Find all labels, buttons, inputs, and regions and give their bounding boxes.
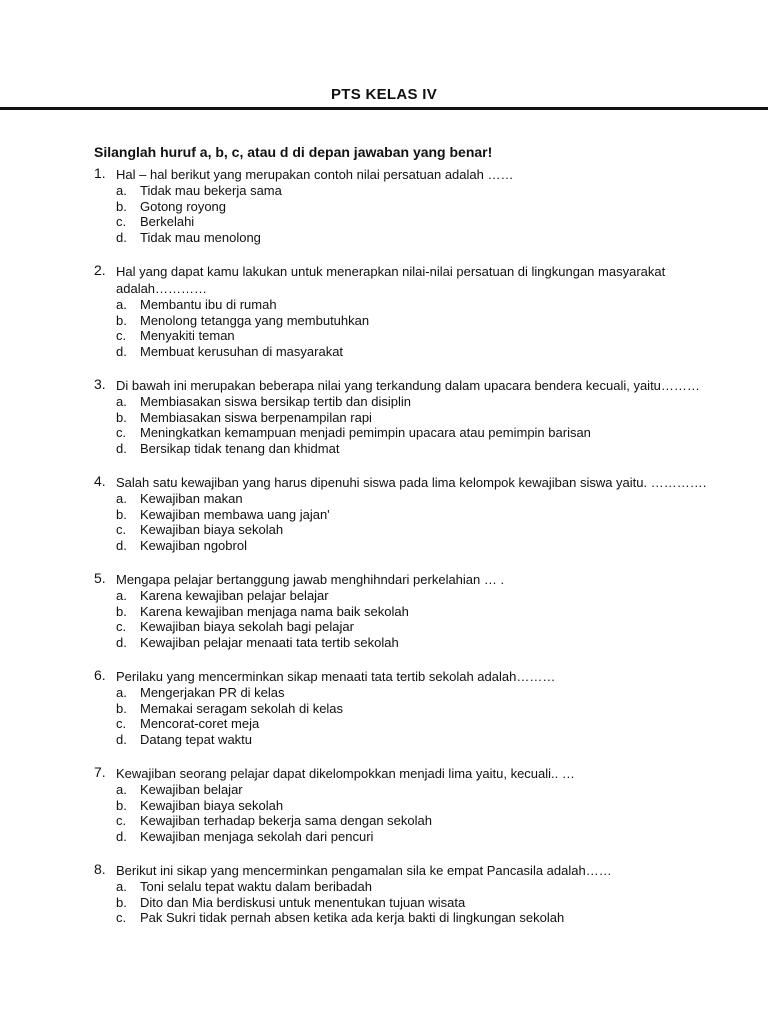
option-text: Membantu ibu di rumah [140,297,277,312]
option-letter: d. [116,229,127,245]
option-text: Kewajiban pelajar menaati tata tertib sekolah [140,634,399,650]
option-letter: b. [116,894,127,910]
option-letter: b. [116,797,127,813]
question-text: Di bawah ini merupakan beberapa nilai yang terkandung dalam upacara bendera kecuali, yaitu……… [116,378,700,393]
option-text: Menyakiti teman [140,328,235,343]
question-number: 5. [94,570,106,586]
option-letter: b. [116,603,127,619]
answer-option [116,199,754,215]
question-text: Kewajiban seorang pelajar dapat dikelompokkan menjadi lima yaitu, kecuali.. … [116,766,575,781]
answer-option [116,910,754,926]
question-item [94,862,754,926]
option-letter: c. [116,910,127,925]
question-item [94,571,754,650]
answer-option [116,410,754,426]
option-text: Kewajiban membawa uang jajan' [140,506,330,522]
option-text: Dito dan Mia berdiskusi untuk menentukan tujuan wisata [140,894,466,910]
answer-option [116,604,754,620]
question-number: 2. [94,262,106,278]
option-letter: c. [116,813,127,828]
answer-option [116,813,754,829]
answer-options [94,297,754,359]
answer-option [116,214,754,230]
option-text: Tidak mau menolong [140,229,261,245]
option-letter: d. [116,537,127,553]
option-letter: b. [116,506,127,522]
option-text: Membiasakan siswa berpenampilan rapi [140,409,372,425]
option-letter: a. [116,394,127,409]
answer-option [116,701,754,717]
option-letter: c. [116,214,127,229]
option-text: Meningkatkan kemampuan menjadi pemimpin upacara atau pemimpin barisan [140,425,591,440]
option-text: Datang tepat waktu [140,731,253,747]
answer-option [116,297,754,313]
answer-option [116,507,754,523]
option-letter: a. [116,297,127,312]
answer-options [94,394,754,456]
question-list [94,166,754,944]
answer-option [116,716,754,732]
title-divider [0,107,768,110]
answer-option [116,491,754,507]
option-letter: b. [116,409,127,425]
option-text: Tidak mau bekerja sama [140,183,282,198]
answer-option [116,895,754,911]
question-text: Hal yang dapat kamu lakukan untuk menerapkan nilai-nilai persatuan di lingkungan masyarakat adalah………… [116,264,666,296]
option-letter: a. [116,879,127,894]
option-letter: c. [116,619,127,634]
option-text: Kewajiban biaya sekolah bagi pelajar [140,619,354,634]
answer-options [94,879,754,926]
question-number: 3. [94,376,106,392]
answer-options [94,491,754,553]
question-text: Hal – hal berikut yang merupakan contoh nilai persatuan adalah …… [116,167,514,182]
question-text: Berikut ini sikap yang mencerminkan pengamalan sila ke empat Pancasila adalah…… [116,863,612,878]
option-letter: d. [116,731,127,747]
question-item [94,166,754,245]
answer-option [116,394,754,410]
option-text: Kewajiban biaya sekolah [140,797,284,813]
option-letter: a. [116,685,127,700]
option-text: Pak Sukri tidak pernah absen ketika ada kerja bakti di lingkungan sekolah [140,910,565,925]
option-letter: a. [116,183,127,198]
option-text: Kewajiban terhadap bekerja sama dengan sekolah [140,813,432,828]
option-text: Membiasakan siswa bersikap tertib dan disiplin [140,394,411,409]
option-text: Menolong tetangga yang membutuhkan [140,312,370,328]
option-letter: a. [116,491,127,506]
question-number: 6. [94,667,106,683]
option-text: Kewajiban biaya sekolah [140,522,284,537]
option-text: Toni selalu tepat waktu dalam beribadah [140,879,372,894]
question-number: 1. [94,165,106,181]
answer-option [116,425,754,441]
answer-option [116,344,754,360]
option-text: Mencorat-coret meja [140,716,260,731]
answer-option [116,522,754,538]
option-text: Kewajiban belajar [140,782,243,797]
answer-option [116,538,754,554]
question-item [94,474,754,553]
option-letter: c. [116,425,127,440]
option-letter: d. [116,828,127,844]
option-letter: a. [116,782,127,797]
answer-option [116,619,754,635]
question-number: 8. [94,861,106,877]
option-letter: d. [116,634,127,650]
answer-options [94,782,754,844]
question-item [94,765,754,844]
answer-option [116,441,754,457]
answer-options [94,183,754,245]
answer-options [94,685,754,747]
option-letter: d. [116,440,127,456]
answer-option [116,782,754,798]
option-text: Kewajiban makan [140,491,243,506]
answer-option [116,685,754,701]
answer-option [116,879,754,895]
option-text: Mengerjakan PR di kelas [140,685,285,700]
option-text: Memakai seragam sekolah di kelas [140,700,344,716]
answer-option [116,635,754,651]
option-letter: a. [116,588,127,603]
option-letter: c. [116,716,127,731]
question-number: 7. [94,764,106,780]
option-text: Kewajiban ngobrol [140,537,247,553]
question-item [94,668,754,747]
question-text: Perilaku yang mencerminkan sikap menaati tata tertib sekolah adalah……… [116,669,556,684]
answer-option [116,230,754,246]
answer-option [116,588,754,604]
question-number: 4. [94,473,106,489]
option-text: Bersikap tidak tenang dan khidmat [140,440,340,456]
option-letter: d. [116,343,127,359]
option-text: Karena kewajiban pelajar belajar [140,588,329,603]
option-text: Berkelahi [140,214,195,229]
page-title: PTS KELAS IV [330,86,438,103]
option-text: Kewajiban menjaga sekolah dari pencuri [140,828,374,844]
question-text: Salah satu kewajiban yang harus dipenuhi siswa pada lima kelompok kewajiban siswa yaitu. …………. [116,475,707,490]
answer-option [116,183,754,199]
question-item [94,263,754,359]
instruction-text: Silanglah huruf a, b, c, atau d di depan jawaban yang benar! [94,144,493,160]
option-text: Karena kewajiban menjaga nama baik sekolah [140,603,409,619]
question-text: Mengapa pelajar bertanggung jawab menghihndari perkelahian … . [116,572,505,587]
question-item [94,377,754,456]
answer-option [116,732,754,748]
option-letter: b. [116,700,127,716]
answer-option [116,313,754,329]
option-letter: c. [116,328,127,343]
option-letter: b. [116,312,127,328]
option-letter: c. [116,522,127,537]
answer-option [116,798,754,814]
option-text: Gotong royong [140,198,227,214]
option-text: Membuat kerusuhan di masyarakat [140,343,344,359]
option-letter: b. [116,198,127,214]
answer-options [94,588,754,650]
answer-option [116,328,754,344]
answer-option [116,829,754,845]
